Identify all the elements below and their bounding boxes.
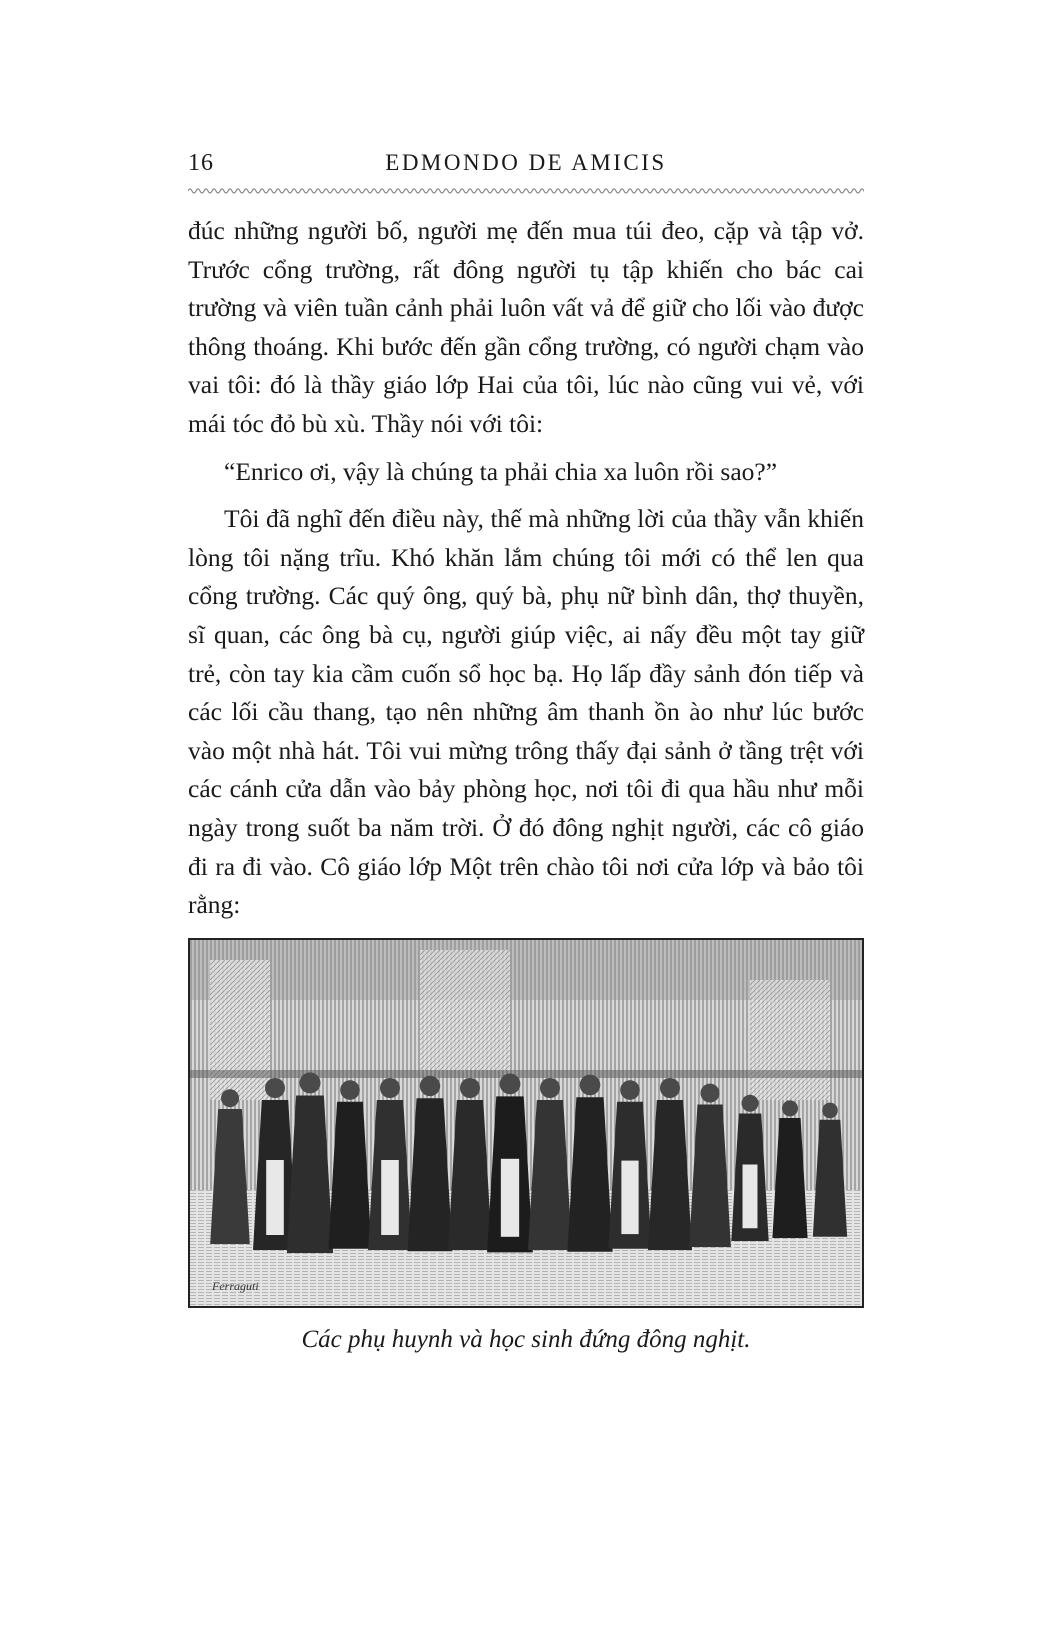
running-title: EDMONDO DE AMICIS (385, 150, 667, 175)
quoted-dialogue: “Enrico ơi, vậy là chúng ta phải chia xa luôn rồi sao?” (224, 456, 778, 486)
page-number: 16 (188, 150, 214, 176)
running-header (188, 150, 864, 190)
crowd-engraving (190, 940, 862, 1306)
wavy-header-rule (188, 186, 864, 196)
paragraph: đúc những người bố, người mẹ đến mua túi đeo, cặp và tập vở. Trước cổng trường, rất đông người tụ tập khiến cho bác cai trường và viên tuần cảnh phải luôn vất vả để giữ cho lối vào được thông thoáng. Khi bước đến gần cổng trường, có người chạm vào vai tôi: đó là thầy giáo lớp Hai của tôi, lúc nào cũng vui vẻ, với mái tóc đỏ bù xù. Thầy nói với tôi: (188, 216, 864, 438)
engraving-illustration (188, 938, 864, 1308)
body-text (188, 212, 864, 934)
figure-caption: Các phụ huynh và học sinh đứng đông nghịt. (301, 1326, 751, 1353)
engraver-signature: Ferraguti (212, 1279, 259, 1293)
paragraph: Tôi đã nghĩ đến điều này, thế mà những lời của thầy vẫn khiến lòng tôi nặng trĩu. Khó khăn lắm chúng tôi mới có thể len qua cổng trường. Các quý ông, quý bà, phụ nữ bình dân, thợ thuyền, sĩ quan, các ông bà cụ, người giúp việc, ai nấy đều một tay giữ trẻ, còn tay kia cầm cuốn sổ học bạ. Họ lấp đầy sảnh đón tiếp và các lối cầu thang, tạo nên những âm thanh ồn ào như lúc bước vào một nhà hát. Tôi vui mừng trông thấy đại sảnh ở tầng trệt với các cánh cửa dẫn vào bảy phòng học, nơi tôi đi qua hầu như mỗi ngày trong suốt ba năm trời. Ở đó đông nghịt người, các cô giáo đi ra đi vào. Cô giáo lớp Một trên chào tôi nơi cửa lớp và bảo tôi rằng: (188, 504, 864, 920)
